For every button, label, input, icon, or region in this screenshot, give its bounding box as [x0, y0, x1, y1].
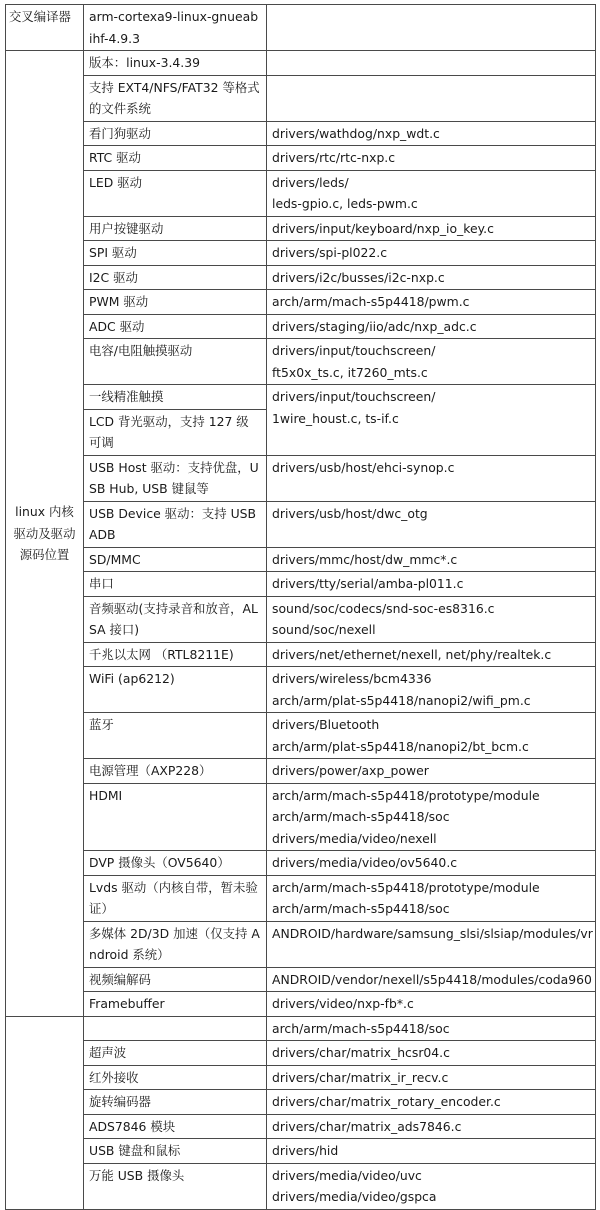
- source-path-cell: [267, 547, 596, 572]
- feature-cell: ADS7846 模块: [84, 1114, 267, 1139]
- kernel-section-row: [6, 314, 596, 339]
- source-path-line: drivers/power/axp_power: [272, 763, 429, 778]
- feature-cell: 电容/电阻触摸驱动: [84, 339, 267, 385]
- kernel-section-row: [6, 713, 596, 759]
- feature-cell: 一线精准触摸: [84, 385, 267, 410]
- source-path-cell: [267, 759, 596, 784]
- extra-section-row: [6, 1163, 596, 1209]
- source-path-cell: [267, 1016, 596, 1041]
- kernel-section-row: [6, 339, 596, 385]
- source-path-line: drivers/media/video/nexell: [272, 830, 437, 846]
- kernel-section-row: [6, 51, 596, 76]
- feature-cell: 旋转编码器: [84, 1090, 267, 1115]
- kernel-section-row: [6, 596, 596, 642]
- feature-cell: USB Host 驱动：支持优盘，USB Hub, USB 键鼠等: [84, 455, 267, 501]
- source-path-line: drivers/video/nxp-fb*.c: [272, 996, 414, 1011]
- compiler-value: arm-cortexa9-linux-gnueabihf-4.9.3: [84, 5, 267, 51]
- feature-cell: [84, 1016, 267, 1041]
- source-path-cell: [267, 51, 596, 76]
- source-path-cell: [267, 1090, 596, 1115]
- source-path-cell: [267, 241, 596, 266]
- feature-cell: 串口: [84, 572, 267, 597]
- source-path-line: drivers/rtc/rtc-nxp.c: [272, 150, 396, 165]
- source-path-cell: [267, 783, 596, 851]
- feature-cell: 用户按键驱动: [84, 216, 267, 241]
- source-path-cell: [267, 339, 596, 385]
- feature-cell: 万能 USB 摄像头: [84, 1163, 267, 1209]
- source-path-cell: [267, 216, 596, 241]
- source-path-line: drivers/wathdog/nxp_wdt.c: [272, 125, 440, 141]
- kernel-section-row: [6, 967, 596, 992]
- feature-cell: USB Device 驱动：支持 USB ADB: [84, 501, 267, 547]
- kernel-section-row: [6, 667, 596, 713]
- kernel-section-row: [6, 170, 596, 216]
- feature-cell: LED 驱动: [84, 170, 267, 216]
- feature-cell: PWM 驱动: [84, 290, 267, 315]
- source-path-cell: [267, 385, 596, 456]
- source-path-line: drivers/wireless/bcm4336: [272, 671, 432, 686]
- kernel-section-row: [6, 146, 596, 171]
- kernel-section-row: [6, 385, 596, 410]
- source-path-cell: [267, 121, 596, 146]
- feature-cell: 支持 EXT4/NFS/FAT32 等格式的文件系统: [84, 75, 267, 121]
- source-path-line: drivers/mmc/host/dw_mmc*.c: [272, 551, 458, 567]
- kernel-section-row: [6, 572, 596, 597]
- feature-cell: WiFi (ap6212): [84, 667, 267, 713]
- source-path-line: sound/soc/nexell: [272, 622, 376, 637]
- feature-cell: 音频驱动(支持录音和放音，ALSA 接口): [84, 596, 267, 642]
- extra-section-label: [6, 1016, 84, 1209]
- source-path-line: 1wire_houst.c, ts-if.c: [272, 410, 399, 426]
- source-path-cell: [267, 713, 596, 759]
- source-path-cell: [267, 921, 596, 967]
- source-path-cell: [267, 851, 596, 876]
- extra-section-row: [6, 1016, 596, 1041]
- kernel-section-row: [6, 759, 596, 784]
- source-path-cell: [267, 967, 596, 992]
- source-path-line: drivers/char/matrix_ads7846.c: [272, 1118, 462, 1134]
- source-path-cell: [267, 290, 596, 315]
- kernel-section-row: [6, 547, 596, 572]
- kernel-section-row: [6, 875, 596, 921]
- source-path-line: drivers/i2c/busses/i2c-nxp.c: [272, 269, 445, 285]
- feature-cell: SPI 驱动: [84, 241, 267, 266]
- source-path-cell: [267, 596, 596, 642]
- source-path-line: drivers/net/ethernet/nexell, net/phy/realtek.c: [272, 646, 552, 662]
- source-path-line: drivers/input/touchscreen/: [272, 389, 436, 404]
- extra-section-row: [6, 1041, 596, 1066]
- extra-section-row: [6, 1090, 596, 1115]
- feature-cell: Framebuffer: [84, 992, 267, 1017]
- source-path-line: drivers/staging/iio/adc/nxp_adc.c: [272, 318, 477, 334]
- source-path-line: drivers/input/keyboard/nxp_io_key.c: [272, 220, 494, 236]
- source-path-line: drivers/tty/serial/amba-pl011.c: [272, 576, 464, 591]
- source-path-line: ANDROID/hardware/samsung_slsi/slsiap/modules/vr: [272, 925, 593, 941]
- kernel-section-row: [6, 241, 596, 266]
- feature-cell: Lvds 驱动（内核自带，暂未验证）: [84, 875, 267, 921]
- driver-table: [5, 4, 596, 1210]
- kernel-section-row: [6, 290, 596, 315]
- compiler-empty: [267, 5, 596, 51]
- source-path-line: arch/arm/mach-s5p4418/soc: [272, 901, 450, 916]
- source-path-cell: [267, 1041, 596, 1066]
- feature-cell: I2C 驱动: [84, 265, 267, 290]
- source-path-line: drivers/media/video/uvc: [272, 1167, 422, 1183]
- source-path-cell: [267, 642, 596, 667]
- kernel-section-row: [6, 921, 596, 967]
- feature-cell: 看门狗驱动: [84, 121, 267, 146]
- kernel-section-row: [6, 501, 596, 547]
- kernel-section-row: [6, 75, 596, 121]
- kernel-section-row: [6, 783, 596, 851]
- kernel-section-row: [6, 851, 596, 876]
- source-path-line: arch/arm/plat-s5p4418/nanopi2/bt_bcm.c: [272, 738, 529, 754]
- source-path-line: drivers/Bluetooth: [272, 717, 380, 732]
- compiler-label: 交叉编译器: [6, 5, 84, 51]
- source-path-cell: [267, 875, 596, 921]
- source-path-line: drivers/usb/host/ehci-synop.c: [272, 459, 455, 475]
- source-path-cell: [267, 455, 596, 501]
- source-path-line: drivers/spi-pl022.c: [272, 245, 388, 260]
- source-path-cell: [267, 314, 596, 339]
- source-path-cell: [267, 667, 596, 713]
- source-path-cell: [267, 1163, 596, 1209]
- source-path-line: drivers/media/video/ov5640.c: [272, 855, 458, 870]
- source-path-cell: [267, 992, 596, 1017]
- compiler-row: [6, 5, 596, 51]
- kernel-section-row: [6, 642, 596, 667]
- feature-cell: 版本：linux-3.4.39: [84, 51, 267, 76]
- source-path-cell: [267, 501, 596, 547]
- source-path-cell: [267, 572, 596, 597]
- source-path-line: ft5x0x_ts.c, it7260_mts.c: [272, 364, 428, 380]
- source-path-cell: [267, 146, 596, 171]
- source-path-line: sound/soc/codecs/snd-soc-es8316.c: [272, 600, 495, 616]
- extra-section-row: [6, 1065, 596, 1090]
- extra-section-row: [6, 1114, 596, 1139]
- source-path-line: arch/arm/mach-s5p4418/soc: [272, 809, 450, 824]
- source-path-line: drivers/input/touchscreen/: [272, 343, 436, 358]
- kernel-section-row: [6, 121, 596, 146]
- feature-cell: 电源管理（AXP228）: [84, 759, 267, 784]
- kernel-section-row: [6, 265, 596, 290]
- feature-cell: 红外接收: [84, 1065, 267, 1090]
- source-path-line: arch/arm/plat-s5p4418/nanopi2/wifi_pm.c: [272, 692, 531, 708]
- feature-cell: SD/MMC: [84, 547, 267, 572]
- feature-cell: 超声波: [84, 1041, 267, 1066]
- source-path-line: drivers/char/matrix_rotary_encoder.c: [272, 1094, 501, 1109]
- source-path-line: drivers/usb/host/dwc_otg: [272, 505, 428, 521]
- kernel-section-row: [6, 455, 596, 501]
- feature-cell: DVP 摄像头（OV5640）: [84, 851, 267, 876]
- feature-cell: HDMI: [84, 783, 267, 851]
- source-path-line: drivers/hid: [272, 1143, 339, 1158]
- extra-section-row: [6, 1139, 596, 1164]
- source-path-line: arch/arm/mach-s5p4418/soc: [272, 1020, 450, 1036]
- source-path-cell: [267, 1065, 596, 1090]
- source-path-cell: [267, 1139, 596, 1164]
- source-path-line: leds-gpio.c, leds-pwm.c: [272, 196, 418, 211]
- source-path-cell: [267, 1114, 596, 1139]
- kernel-section-row: [6, 992, 596, 1017]
- source-path-line: arch/arm/mach-s5p4418/prototype/module: [272, 879, 540, 895]
- source-path-line: drivers/char/matrix_ir_recv.c: [272, 1069, 449, 1085]
- kernel-section-row: [6, 216, 596, 241]
- source-path-line: drivers/media/video/gspca: [272, 1189, 437, 1204]
- feature-cell: 视频编解码: [84, 967, 267, 992]
- feature-cell: ADC 驱动: [84, 314, 267, 339]
- driver-table-body: [6, 5, 596, 1210]
- source-path-line: ANDROID/vendor/nexell/s5p4418/modules/coda960: [272, 971, 592, 987]
- source-path-line: drivers/char/matrix_hcsr04.c: [272, 1045, 450, 1060]
- kernel-section-label: linux 内核驱动及驱动源码位置: [6, 51, 84, 1017]
- feature-cell: USB 键盘和鼠标: [84, 1139, 267, 1164]
- source-path-cell: [267, 75, 596, 121]
- source-path-cell: [267, 170, 596, 216]
- feature-cell: LCD 背光驱动，支持 127 级可调: [84, 409, 267, 455]
- source-path-cell: [267, 265, 596, 290]
- feature-cell: 千兆以太网 （RTL8211E): [84, 642, 267, 667]
- source-path-line: arch/arm/mach-s5p4418/prototype/module: [272, 787, 540, 803]
- feature-cell: 多媒体 2D/3D 加速（仅支持 Android 系统）: [84, 921, 267, 967]
- source-path-line: arch/arm/mach-s5p4418/pwm.c: [272, 294, 470, 309]
- source-path-line: drivers/leds/: [272, 174, 349, 190]
- feature-cell: 蓝牙: [84, 713, 267, 759]
- feature-cell: RTC 驱动: [84, 146, 267, 171]
